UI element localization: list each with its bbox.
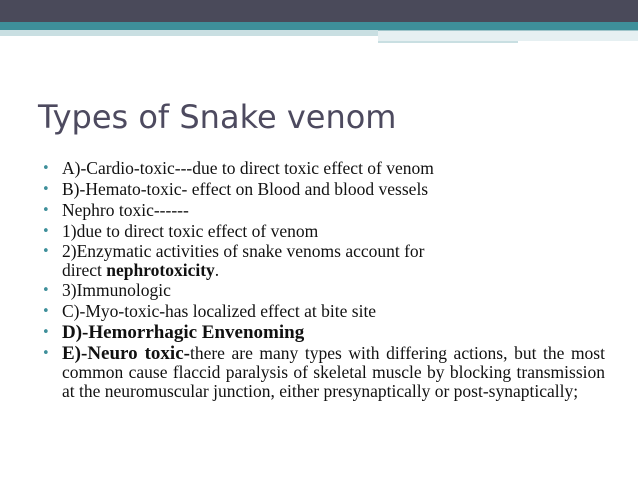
bullet-dot-icon: •: [42, 161, 50, 176]
bullet-heading: D)-Hemorrhagic Envenoming: [62, 322, 305, 343]
bullet-text: direct: [62, 260, 107, 280]
bullet-item: [40, 179, 605, 200]
slide-title: Types of Snake venom: [38, 98, 397, 136]
bullet-dot-icon: •: [42, 203, 50, 218]
bullet-item: [40, 343, 605, 401]
bullet-dot-icon: •: [42, 325, 50, 340]
header-accent-line-secondary: [378, 41, 518, 43]
bullet-text: there are many types with differing actions, but the most common cause flaccid paralysis of skeletal muscle by blocking transmission at the neuromuscular junction, either presynaptically or post-synaptically;: [62, 343, 605, 401]
bullet-item: [40, 301, 605, 322]
bullet-text: A)-Cardio-toxic---due to direct toxic effect of venom: [62, 158, 434, 178]
bullet-dot-icon: •: [42, 304, 50, 319]
bullet-dot-icon: •: [42, 346, 50, 361]
bullet-item: [40, 242, 605, 280]
bullet-list: [40, 158, 605, 401]
header-band-teal: [0, 22, 638, 30]
bullet-text: 3)Immunologic: [62, 280, 171, 300]
bullet-text: C)-Myo-toxic-has localized effect at bite site: [62, 301, 377, 321]
bullet-emphasis: nephrotoxicity: [106, 260, 215, 280]
bullet-dot-icon: •: [42, 182, 50, 197]
bullet-item: [40, 322, 605, 343]
bullet-dot-icon: •: [42, 224, 50, 239]
header-band-dark: [0, 0, 638, 22]
header-accent-line: [378, 30, 638, 41]
bullet-text: 1)due to direct toxic effect of venom: [62, 221, 319, 241]
bullet-item: [40, 200, 605, 221]
bullet-text: B)-Hemato-toxic- effect on Blood and blood vessels: [62, 179, 429, 199]
bullet-text: Nephro toxic------: [62, 200, 189, 220]
bullet-item: [40, 158, 605, 179]
bullet-heading: E)-Neuro toxic-: [62, 343, 190, 364]
bullet-item: [40, 280, 605, 301]
bullet-item: [40, 221, 605, 242]
bullet-dot-icon: •: [42, 283, 50, 298]
bullet-text: 2)Enzymatic activities of snake venoms account for: [62, 241, 425, 261]
bullet-dot-icon: •: [42, 244, 50, 259]
bullet-text: .: [214, 260, 220, 280]
